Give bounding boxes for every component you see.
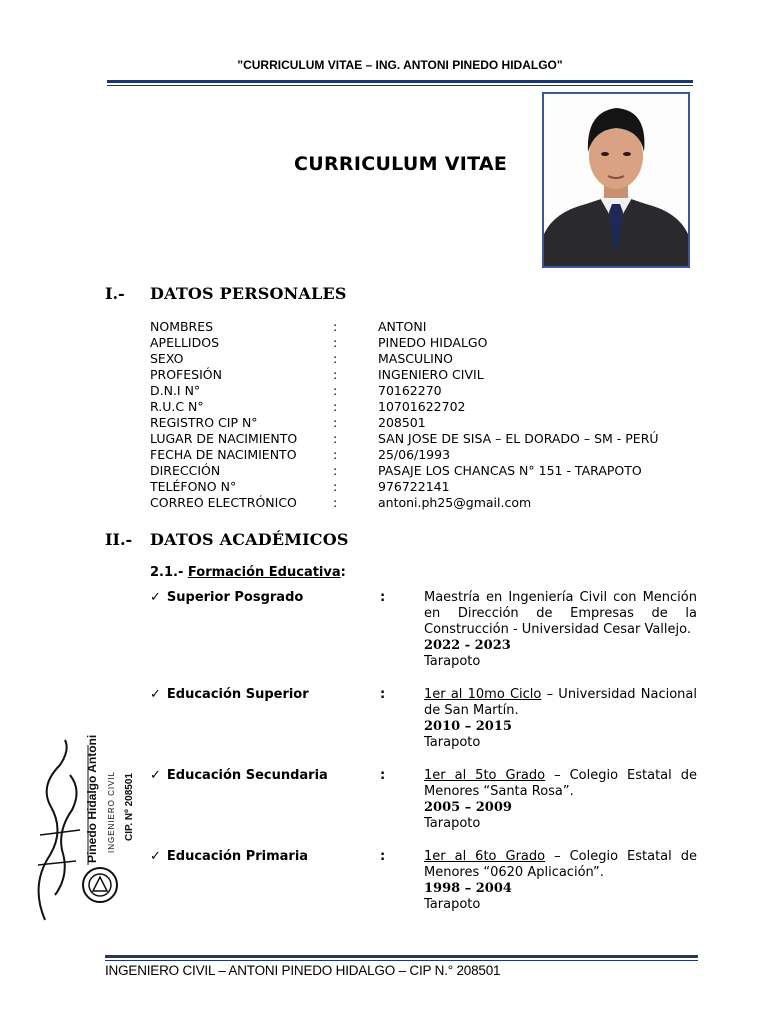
education-detail xyxy=(424,849,697,913)
education-city: Tarapoto xyxy=(424,654,481,669)
personal-label: TELÉFONO N° xyxy=(150,479,237,494)
education-text: – Colegio Estatal de Menores “0620 Aplicación”. xyxy=(424,849,697,880)
education-text: Maestría en Ingeniería Civil con Mención en Dirección de Empresas de la Construcción - Universidad Cesar Vallejo. xyxy=(424,590,697,637)
education-item-primaria xyxy=(150,849,700,919)
personal-label: D.N.I N° xyxy=(150,383,201,398)
education-level-label: Superior Posgrado xyxy=(166,590,304,605)
education-level xyxy=(150,687,309,702)
personal-row-cip xyxy=(150,415,710,431)
personal-value: PASAJE LOS CHANCAS N° 151 - TARAPOTO xyxy=(378,463,642,478)
education-level-label: Educación Superior xyxy=(166,687,309,702)
education-years: 2010 – 2015 xyxy=(424,719,512,734)
education-underlined: 1er al 5to Grado xyxy=(424,768,546,783)
personal-row-direccion xyxy=(150,463,710,479)
education-level-label: Educación Primaria xyxy=(166,849,309,864)
personal-value: PINEDO HIDALGO xyxy=(378,335,488,350)
personal-row-ruc xyxy=(150,399,710,415)
profile-photo xyxy=(542,92,690,268)
personal-label: DIRECCIÓN xyxy=(150,463,221,478)
education-text: – Universidad Nacional de San Martín. xyxy=(424,687,697,718)
stamp-cip: CIP. Nº 208501 xyxy=(124,773,135,841)
personal-label: APELLIDOS xyxy=(150,335,220,350)
section-1-number: I.- xyxy=(105,284,125,303)
personal-colon: : xyxy=(333,479,338,494)
personal-row-fecha xyxy=(150,447,710,463)
signature-stamp xyxy=(10,735,140,930)
education-city: Tarapoto xyxy=(424,816,481,831)
section-2-title: DATOS ACADÉMICOS xyxy=(150,530,349,549)
signature-image xyxy=(10,735,140,930)
personal-label: CORREO ELECTRÓNICO xyxy=(150,495,297,510)
page-header-text: "CURRICULUM VITAE – ING. ANTONI PINEDO HIDALGO" xyxy=(237,58,563,72)
education-colon: : xyxy=(380,849,386,864)
personal-value: antoni.ph25@gmail.com xyxy=(378,495,532,510)
subsection-heading xyxy=(150,565,346,580)
personal-value: 976722141 xyxy=(378,479,450,494)
subsection-title: Formación Educativa xyxy=(187,565,341,580)
personal-colon: : xyxy=(333,463,338,478)
personal-colon: : xyxy=(333,383,338,398)
personal-value: 208501 xyxy=(378,415,426,430)
personal-label: R.U.C N° xyxy=(150,399,204,414)
personal-row-profesion xyxy=(150,367,710,383)
check-icon: ✓ xyxy=(150,590,161,605)
personal-colon: : xyxy=(333,399,338,414)
education-level xyxy=(150,768,328,783)
personal-value: 25/06/1993 xyxy=(378,447,451,462)
personal-value: 70162270 xyxy=(378,383,442,398)
education-colon: : xyxy=(380,768,386,783)
subsection-prefix: 2.1.- xyxy=(150,565,184,580)
education-item-superior xyxy=(150,687,700,757)
header-rule-thin xyxy=(107,85,693,86)
education-years: 2022 - 2023 xyxy=(424,638,511,653)
personal-row-telefono xyxy=(150,479,710,495)
education-level xyxy=(150,590,303,605)
personal-colon: : xyxy=(333,447,338,462)
education-underlined: 1er al 6to Grado xyxy=(424,849,546,864)
personal-row-nombres xyxy=(150,319,710,335)
personal-label: SEXO xyxy=(150,351,184,366)
education-detail xyxy=(424,768,697,832)
header-rule-thick xyxy=(107,80,693,83)
check-icon: ✓ xyxy=(150,687,161,702)
personal-label: REGISTRO CIP N° xyxy=(150,415,258,430)
education-detail xyxy=(424,687,697,751)
education-city: Tarapoto xyxy=(424,897,481,912)
education-level xyxy=(150,849,308,864)
personal-value: 10701622702 xyxy=(378,399,466,414)
education-years: 1998 – 2004 xyxy=(424,881,512,896)
document-title: CURRICULUM VITAE xyxy=(294,153,508,175)
personal-value: INGENIERO CIVIL xyxy=(378,367,484,382)
education-years: 2005 – 2009 xyxy=(424,800,512,815)
personal-colon: : xyxy=(333,495,338,510)
personal-row-apellidos xyxy=(150,335,710,351)
stamp-name: Pinedo Hidalgo Antoni xyxy=(85,735,99,863)
check-icon: ✓ xyxy=(150,768,161,783)
personal-value: ANTONI xyxy=(378,319,427,334)
personal-colon: : xyxy=(333,319,338,334)
education-detail xyxy=(424,590,697,670)
personal-colon: : xyxy=(333,431,338,446)
check-icon: ✓ xyxy=(150,849,161,864)
education-colon: : xyxy=(380,590,386,605)
personal-value: MASCULINO xyxy=(378,351,453,366)
personal-label: FECHA DE NACIMIENTO xyxy=(150,447,297,462)
personal-colon: : xyxy=(333,367,338,382)
page-footer-text: INGENIERO CIVIL – ANTONI PINEDO HIDALGO – CIP N.° 208501 xyxy=(105,963,501,978)
education-text: – Colegio Estatal de Menores “Santa Rosa”. xyxy=(424,768,697,799)
personal-colon: : xyxy=(333,335,338,350)
personal-colon: : xyxy=(333,415,338,430)
education-level-label: Educación Secundaria xyxy=(166,768,328,783)
personal-row-dni xyxy=(150,383,710,399)
personal-row-correo xyxy=(150,495,710,511)
education-colon: : xyxy=(380,687,386,702)
footer-rule-thick xyxy=(105,955,698,958)
personal-value: SAN JOSE DE SISA – EL DORADO – SM - PERÚ xyxy=(378,431,659,446)
section-1-title: DATOS PERSONALES xyxy=(150,284,347,303)
personal-label: LUGAR DE NACIMIENTO xyxy=(150,431,298,446)
education-underlined: 1er al 10mo Ciclo xyxy=(424,687,542,702)
subsection-suffix: : xyxy=(340,565,346,580)
education-city: Tarapoto xyxy=(424,735,481,750)
personal-label: NOMBRES xyxy=(150,319,214,334)
stamp-role: INGENIERO CIVIL xyxy=(107,770,116,853)
education-item-posgrado xyxy=(150,590,700,680)
education-item-secundaria xyxy=(150,768,700,838)
personal-label: PROFESIÓN xyxy=(150,367,222,382)
personal-row-sexo xyxy=(150,351,710,367)
personal-row-lugar xyxy=(150,431,710,447)
section-2-number: II.- xyxy=(105,530,133,549)
personal-colon: : xyxy=(333,351,338,366)
footer-rule-thin xyxy=(105,960,698,961)
